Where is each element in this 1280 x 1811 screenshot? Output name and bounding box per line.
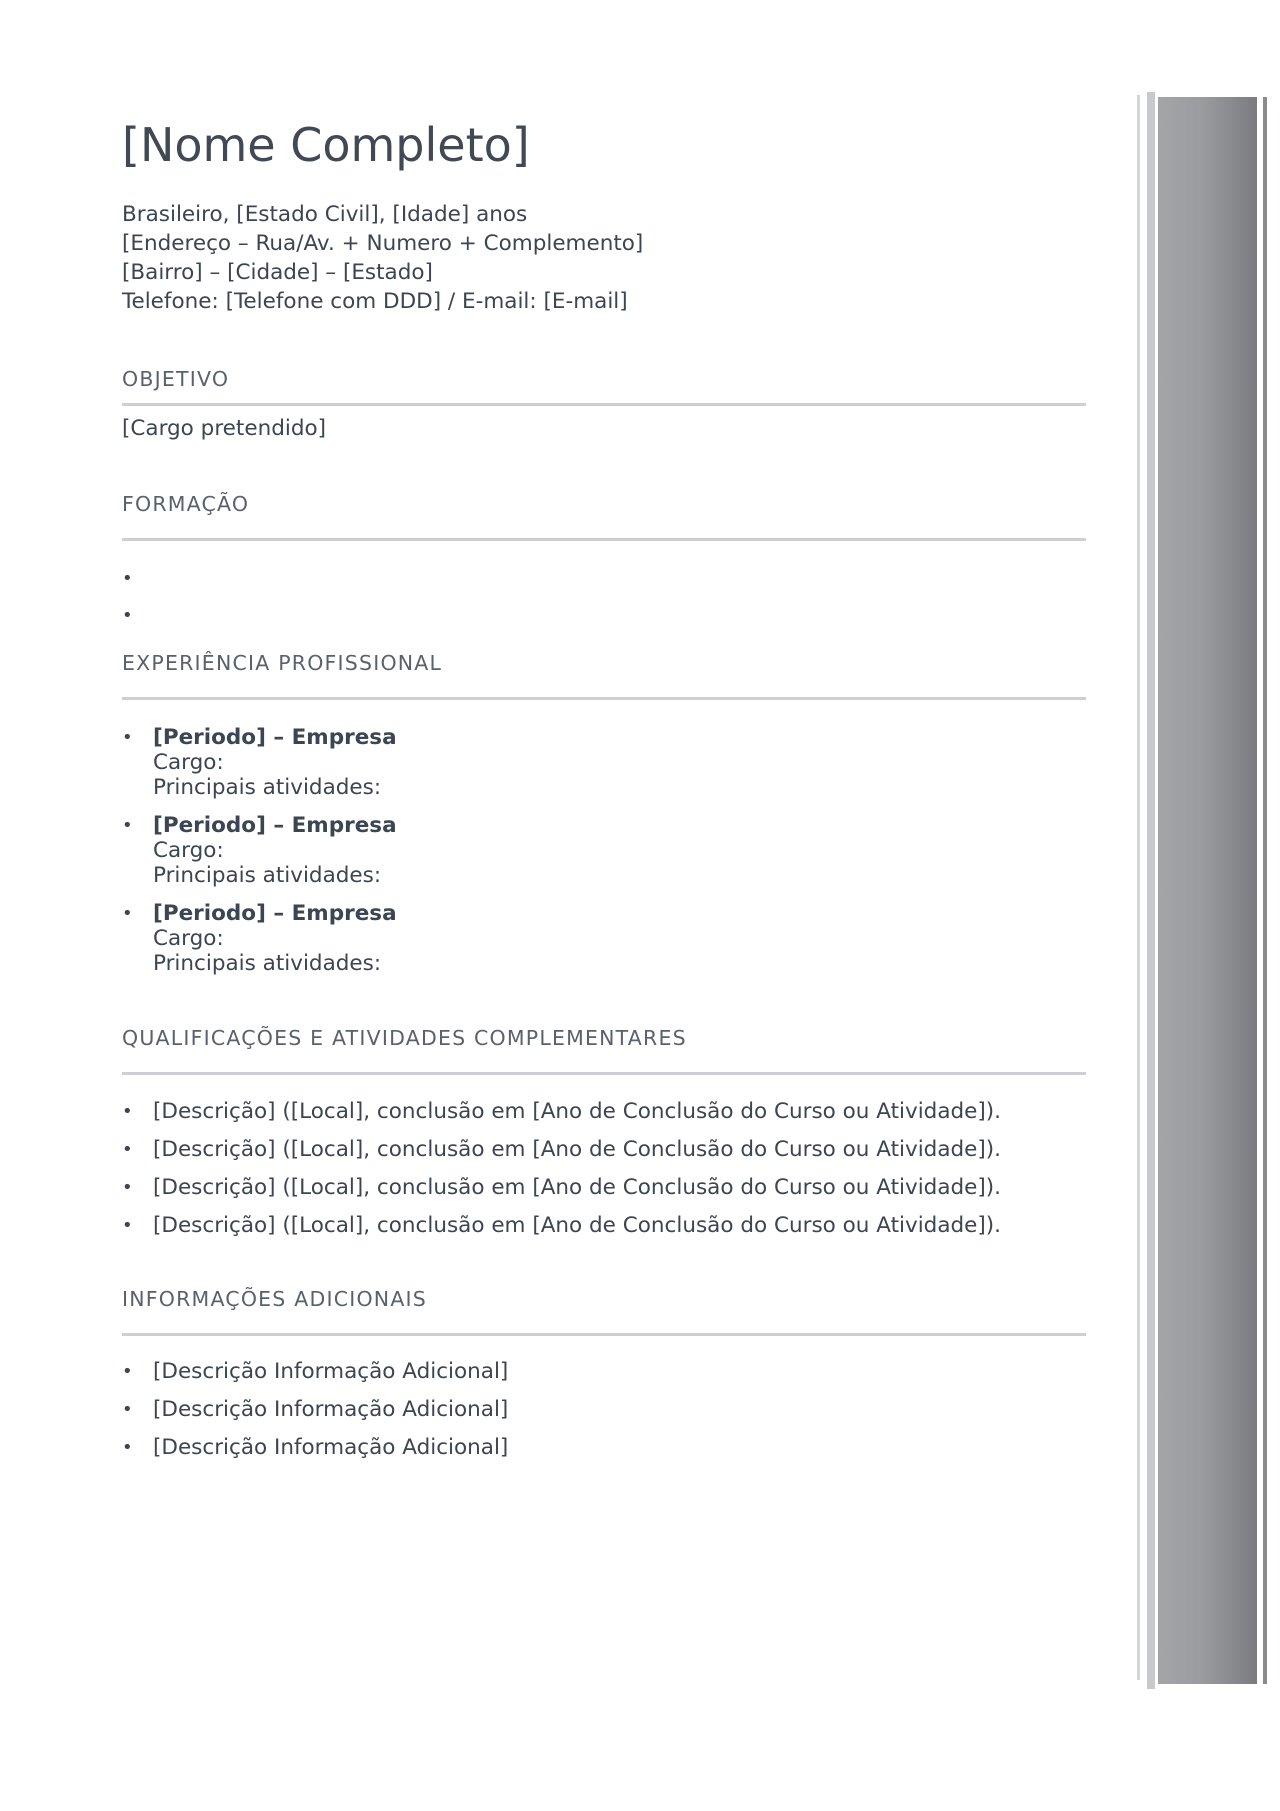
informacoes-list [122,1353,508,1467]
list-item [122,813,397,888]
section-title-qualificacoes: QUALIFICAÇÕES E ATIVIDADES COMPLEMENTARES [122,1026,687,1050]
bullet-icon: • [122,1101,133,1122]
list-item [122,1353,508,1391]
list-item [122,597,153,634]
side-bar-gradient [1158,97,1257,1684]
bullet-icon: • [122,1437,133,1458]
contact-line-phone-email: Telefone: [Telefone com DDD] / E-mail: [E-mail] [122,289,628,314]
qualificacao-text: [Descrição] ([Local], conclusão em [Ano de Conclusão do Curso ou Atividade]). [153,1137,1001,1162]
experiencia-cargo: Cargo: [153,750,224,775]
objetivo-text: [Cargo pretendido] [122,416,327,441]
experiencia-period-company: [Periodo] – Empresa [153,725,397,750]
bullet-icon: • [122,815,133,836]
list-item [122,1093,1001,1131]
experiencia-atividades: Principais atividades: [153,951,382,976]
section-divider [122,1072,1086,1075]
experiencia-period-company: [Periodo] – Empresa [153,901,397,926]
list-item [122,1131,1001,1169]
contact-line-personal: Brasileiro, [Estado Civil], [Idade] anos [122,202,528,227]
bullet-icon: • [122,1361,133,1382]
bullet-icon: • [122,1177,133,1198]
contact-line-city: [Bairro] – [Cidade] – [Estado] [122,260,433,285]
qualificacoes-list [122,1093,1001,1245]
list-item [122,725,397,800]
full-name: [Nome Completo] [122,118,530,172]
bullet-icon: • [122,727,133,748]
informacao-text: [Descrição Informação Adicional] [153,1359,509,1384]
section-title-informacoes: INFORMAÇÕES ADICIONAIS [122,1287,428,1311]
experiencia-period-company: [Periodo] – Empresa [153,813,397,838]
section-divider [122,697,1086,700]
section-title-formacao: FORMAÇÃO [122,492,250,516]
list-item [122,901,397,976]
experiencia-cargo: Cargo: [153,838,224,863]
qualificacao-text: [Descrição] ([Local], conclusão em [Ano de Conclusão do Curso ou Atividade]). [153,1175,1001,1200]
contact-line-address: [Endereço – Rua/Av. + Numero + Complemento] [122,231,644,256]
section-divider [122,538,1086,541]
informacao-text: [Descrição Informação Adicional] [153,1435,509,1460]
formacao-list [122,560,153,634]
experiencia-atividades: Principais atividades: [153,863,382,888]
list-item [122,1169,1001,1207]
bullet-icon: • [122,568,133,589]
side-bar-thin-line [1137,95,1140,1680]
qualificacao-text: [Descrição] ([Local], conclusão em [Ano de Conclusão do Curso ou Atividade]). [153,1099,1001,1124]
bullet-icon: • [122,903,133,924]
bullet-icon: • [122,1399,133,1420]
list-item [122,1391,508,1429]
qualificacao-text: [Descrição] ([Local], conclusão em [Ano de Conclusão do Curso ou Atividade]). [153,1213,1001,1238]
section-title-objetivo: OBJETIVO [122,367,230,391]
side-bar-line [1147,92,1155,1689]
bullet-icon: • [122,1139,133,1160]
side-bar-edge-line [1263,97,1267,1684]
section-title-experiencia: EXPERIÊNCIA PROFISSIONAL [122,651,443,675]
bullet-icon: • [122,605,133,626]
informacao-text: [Descrição Informação Adicional] [153,1397,509,1422]
experiencia-cargo: Cargo: [153,926,224,951]
contact-block [122,200,643,316]
section-divider [122,403,1086,406]
list-item [122,1429,508,1467]
list-item [122,560,153,597]
experiencia-atividades: Principais atividades: [153,775,382,800]
bullet-icon: • [122,1215,133,1236]
list-item [122,1207,1001,1245]
section-divider [122,1333,1086,1336]
experiencia-list [122,725,397,989]
